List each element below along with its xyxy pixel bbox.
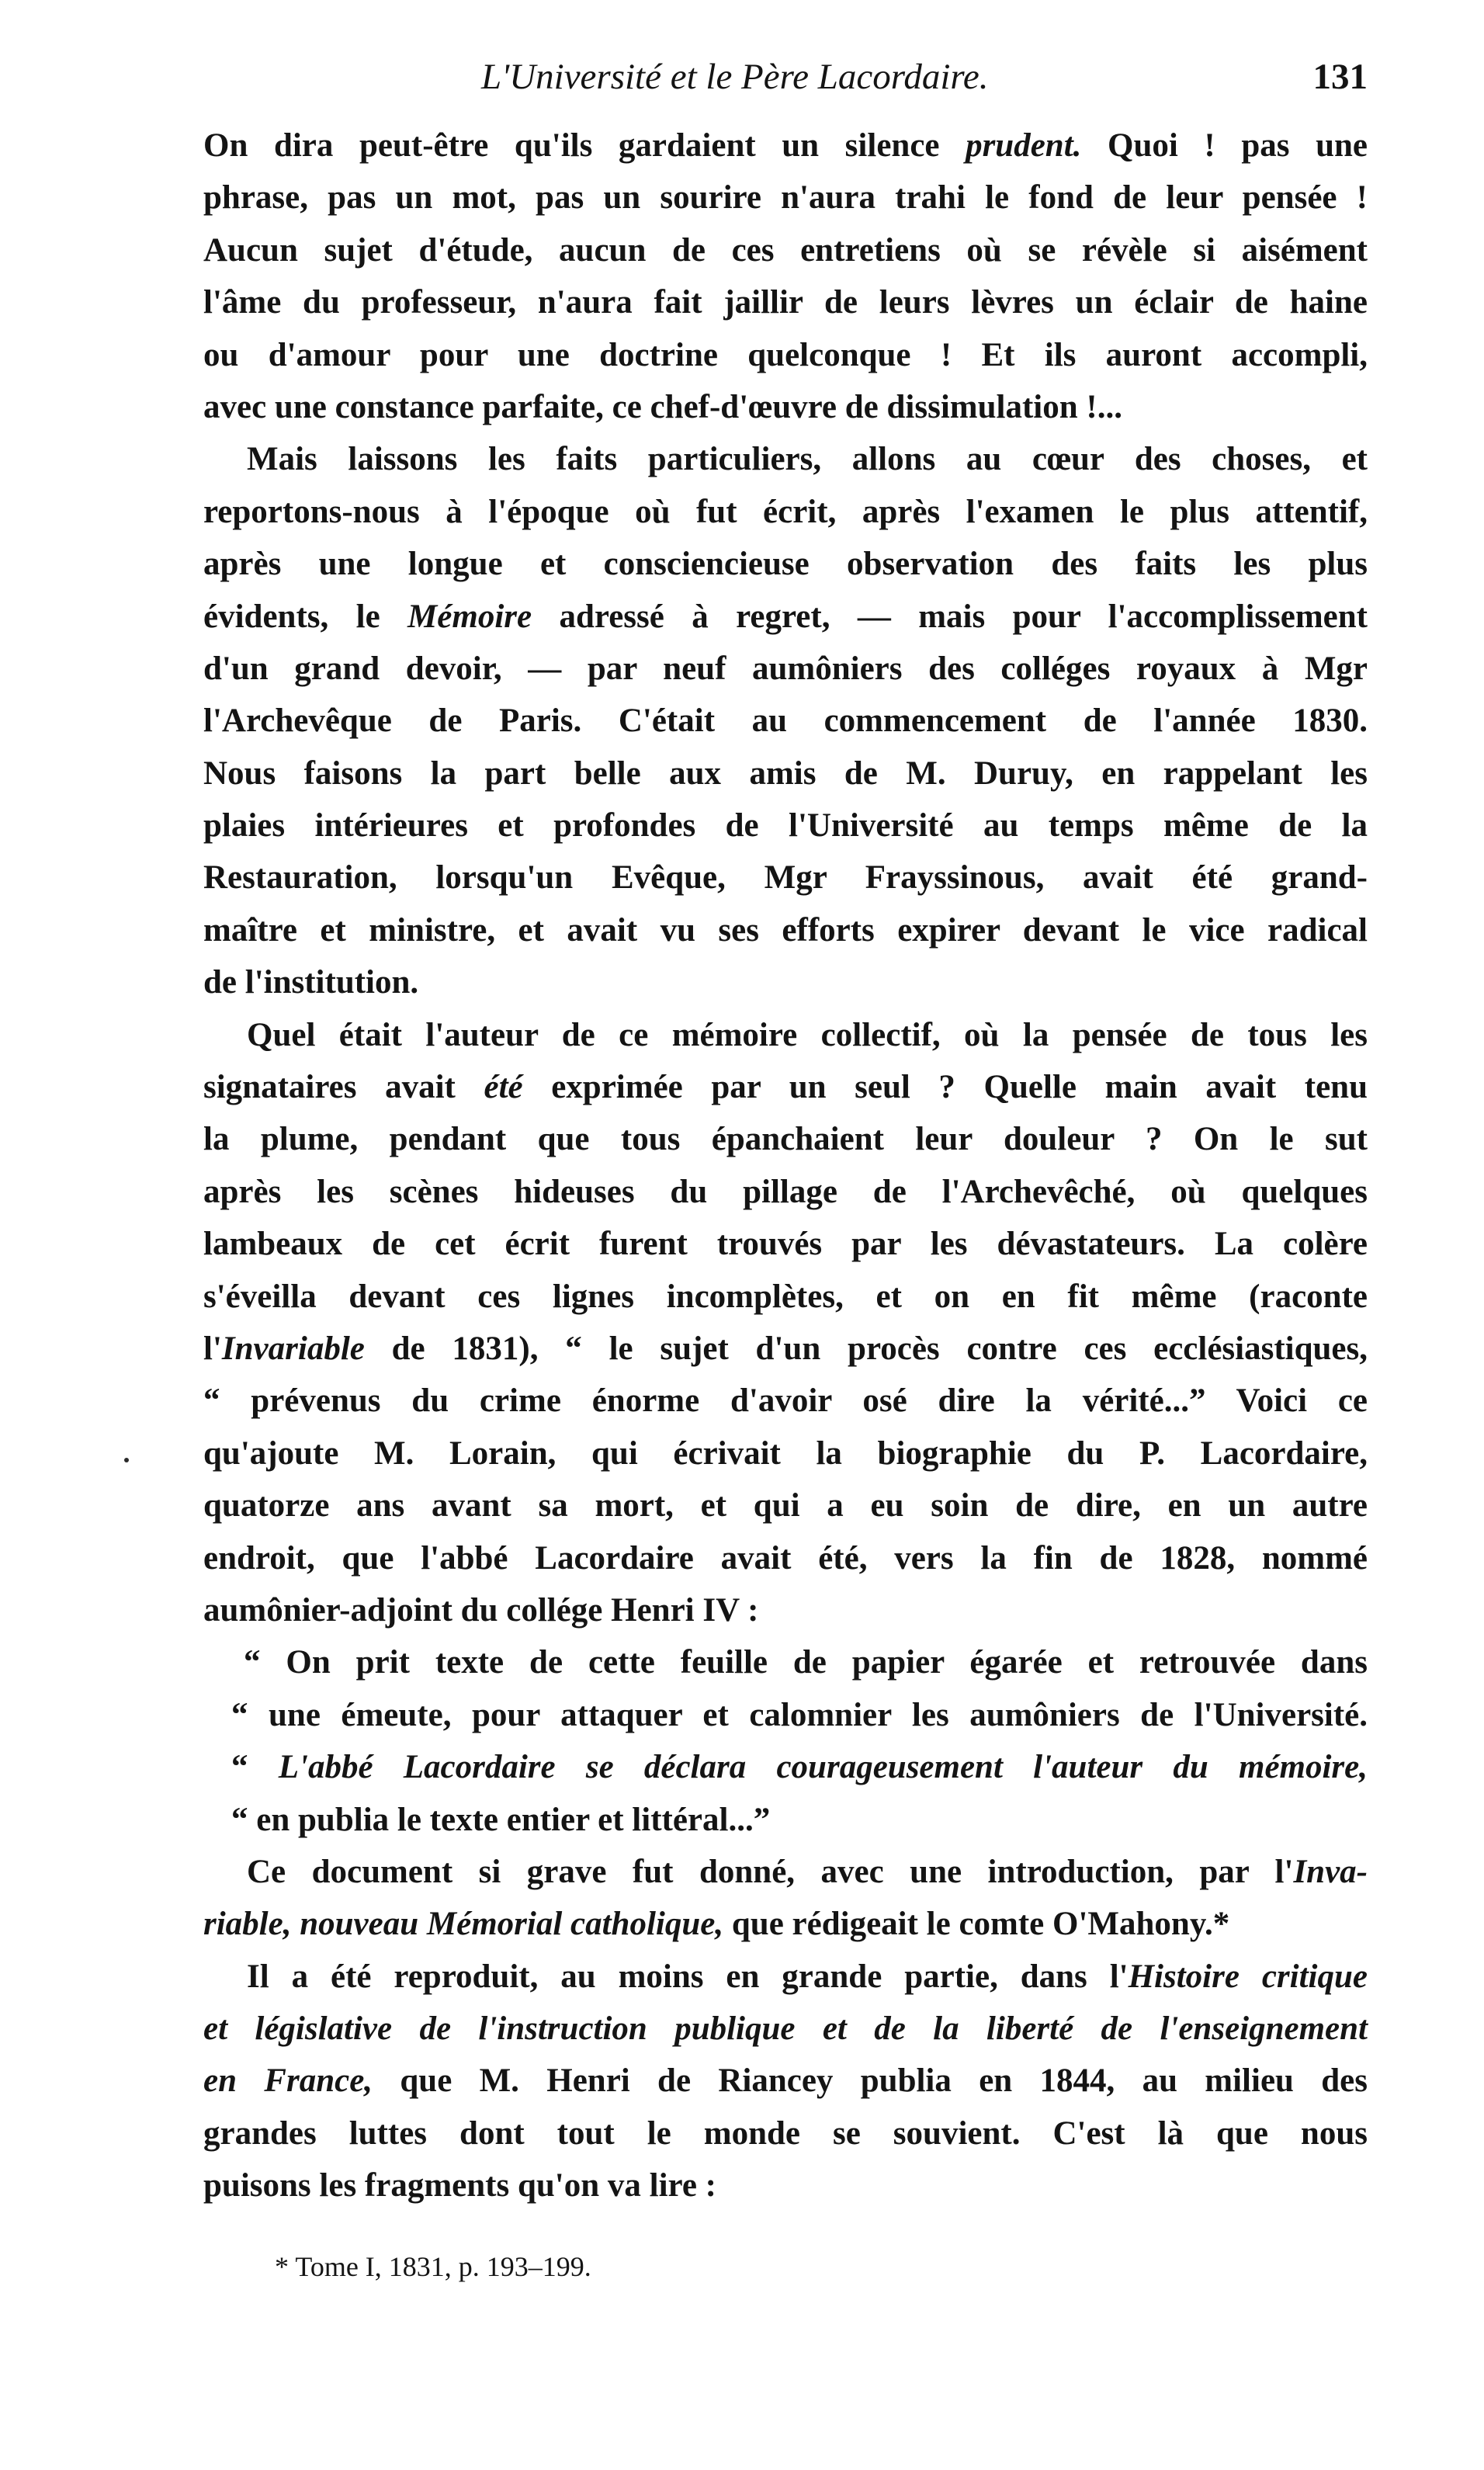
text-line bbox=[203, 1166, 1368, 1218]
text-segment: l'âme du professeur, n'aura fait jaillir de leurs lèvres un éclair de haine bbox=[203, 284, 1368, 321]
italic-segment: été bbox=[484, 1069, 523, 1106]
text-segment: adressé à regret, — mais pour l'accomplissement bbox=[532, 598, 1368, 635]
text-segment: Ce document si grave fut donné, avec une introduction, par l' bbox=[247, 1853, 1294, 1890]
footnote-block bbox=[203, 2243, 1368, 2290]
text-line bbox=[203, 1846, 1368, 1898]
text-line bbox=[203, 2003, 1368, 2055]
text-segment: s'éveilla devant ces lignes incomplètes, et on en fit même (raconte bbox=[203, 1278, 1368, 1315]
text-segment: que M. Henri de Riancey publia en 1844, au milieu des bbox=[373, 2062, 1368, 2100]
text-segment: qu'ajoute M. Lorain, qui écrivait la biographie du P. Lacordaire, bbox=[203, 1434, 1368, 1472]
text-segment: “ bbox=[231, 1749, 279, 1786]
text-line bbox=[203, 224, 1368, 276]
text-line bbox=[203, 1061, 1368, 1113]
text-segment: grandes luttes dont tout le monde se souvient. C'est là que nous bbox=[203, 2114, 1368, 2152]
book-page bbox=[203, 56, 1368, 2290]
text-segment: “ prévenus du crime énorme d'avoir osé dire la vérité...” Voici ce bbox=[203, 1382, 1368, 1420]
text-segment: “ en publia le texte entier et littéral...” bbox=[231, 1801, 771, 1838]
text-segment: Il a été reproduit, au moins en grande partie, dans l' bbox=[247, 1958, 1129, 1995]
text-line bbox=[203, 695, 1368, 747]
text-segment: puisons les fragments qu'on va lire : bbox=[203, 2167, 716, 2205]
text-segment: de 1831), “ le sujet d'un procès contre ces ecclésiastiques, bbox=[364, 1330, 1368, 1367]
text-line bbox=[203, 1375, 1368, 1427]
text-segment: exprimée par un seul ? Quelle main avait tenu bbox=[522, 1069, 1368, 1106]
italic-segment: et législative de l'instruction publique et de la liberté de l'enseignement bbox=[203, 2010, 1368, 2048]
text-segment: Quoi ! pas une bbox=[1081, 127, 1368, 164]
text-line bbox=[203, 1689, 1368, 1741]
stray-ink-mark bbox=[124, 1458, 129, 1462]
text-line bbox=[203, 2160, 1368, 2212]
italic-segment: riable, nouveau Mémorial catholique, bbox=[203, 1906, 724, 1943]
text-line bbox=[203, 956, 1368, 1008]
text-segment: l' bbox=[203, 1330, 222, 1367]
text-segment: ou d'amour pour une doctrine quelconque ! Et ils auront accompli, bbox=[203, 336, 1368, 373]
text-line bbox=[203, 120, 1368, 172]
text-line bbox=[203, 2055, 1368, 2107]
text-segment: lambeaux de cet écrit furent trouvés par les dévastateurs. La colère bbox=[203, 1226, 1368, 1263]
text-line bbox=[203, 381, 1368, 433]
text-line bbox=[203, 433, 1368, 485]
text-segment: d'un grand devoir, — par neuf aumôniers des colléges royaux à Mgr bbox=[203, 650, 1368, 687]
text-line bbox=[203, 852, 1368, 904]
running-title: L'Université et le Père Lacordaire. bbox=[481, 57, 989, 97]
text-line bbox=[203, 2107, 1368, 2160]
text-segment: signataires avait bbox=[203, 1069, 484, 1106]
text-segment: que rédigeait le comte O'Mahony.* bbox=[723, 1906, 1230, 1943]
text-line bbox=[203, 748, 1368, 800]
text-line bbox=[203, 172, 1368, 224]
running-head bbox=[203, 56, 1368, 120]
text-line bbox=[203, 1480, 1368, 1532]
text-segment: endroit, que l'abbé Lacordaire avait été, vers la fin de 1828, nommé bbox=[203, 1539, 1368, 1577]
footnote: * Tome I, 1831, p. 193–199. bbox=[275, 2250, 591, 2282]
page-number: 131 bbox=[1312, 57, 1368, 97]
text-line bbox=[203, 643, 1368, 695]
text-line bbox=[203, 1271, 1368, 1323]
text-segment: de l'institution. bbox=[203, 964, 419, 1001]
text-segment: Mais laissons les faits particuliers, allons au cœur des choses, et bbox=[247, 441, 1368, 478]
body-text bbox=[203, 120, 1368, 2212]
text-line bbox=[203, 1794, 1368, 1846]
text-line bbox=[203, 1113, 1368, 1165]
text-segment: “ une émeute, pour attaquer et calomnier les aumôniers de l'Université. bbox=[231, 1696, 1368, 1733]
text-line bbox=[203, 486, 1368, 538]
text-line bbox=[203, 904, 1368, 956]
italic-segment: Mémoire bbox=[407, 598, 532, 635]
text-segment: la plume, pendant que tous épanchaient leur douleur ? On le sut bbox=[203, 1121, 1368, 1158]
text-line bbox=[203, 1009, 1368, 1061]
text-segment: phrase, pas un mot, pas un sourire n'aura trahi le fond de leur pensée ! bbox=[203, 179, 1368, 217]
text-segment: l'Archevêque de Paris. C'était au commencement de l'année 1830. bbox=[203, 702, 1368, 740]
text-line bbox=[203, 1741, 1368, 1793]
text-line bbox=[203, 1951, 1368, 2003]
text-segment: maître et ministre, et avait vu ses efforts expirer devant le vice radical bbox=[203, 911, 1368, 949]
text-line bbox=[203, 1428, 1368, 1480]
text-line bbox=[203, 1218, 1368, 1270]
text-segment: reportons-nous à l'époque où fut écrit, après l'examen le plus attentif, bbox=[203, 493, 1368, 530]
italic-segment: en France, bbox=[203, 2062, 373, 2100]
text-line bbox=[203, 591, 1368, 643]
text-segment: On dira peut-être qu'ils gardaient un silence bbox=[203, 127, 966, 164]
text-line bbox=[203, 800, 1368, 852]
italic-segment: L'abbé Lacordaire se déclara courageusement l'auteur du mémoire, bbox=[278, 1749, 1368, 1786]
text-segment: évidents, le bbox=[203, 598, 408, 635]
text-line bbox=[203, 1636, 1368, 1688]
text-segment: plaies intérieures et profondes de l'Université au temps même de la bbox=[203, 807, 1368, 845]
text-segment: avec une constance parfaite, ce chef-d'œuvre de dissimulation !... bbox=[203, 388, 1122, 425]
text-segment: après les scènes hideuses du pillage de l'Archevêché, où quelques bbox=[203, 1173, 1368, 1210]
text-line bbox=[203, 1323, 1368, 1375]
text-line bbox=[203, 1532, 1368, 1584]
text-line bbox=[203, 276, 1368, 328]
italic-segment: Invariable bbox=[221, 1330, 365, 1367]
text-line bbox=[203, 329, 1368, 381]
text-segment: quatorze ans avant sa mort, et qui a eu soin de dire, en un autre bbox=[203, 1487, 1368, 1525]
italic-segment: Histoire critique bbox=[1128, 1958, 1368, 1995]
text-line bbox=[203, 538, 1368, 590]
text-line bbox=[203, 1898, 1368, 1950]
text-segment: “ On prit texte de cette feuille de papier égarée et retrouvée dans bbox=[244, 1644, 1368, 1681]
text-line bbox=[203, 1584, 1368, 1636]
text-segment: aumônier-adjoint du collége Henri IV : bbox=[203, 1591, 759, 1629]
text-segment: Nous faisons la part belle aux amis de M. Duruy, en rappelant les bbox=[203, 755, 1368, 792]
italic-segment: Inva- bbox=[1293, 1853, 1368, 1890]
text-segment: Aucun sujet d'étude, aucun de ces entretiens où se révèle si aisément bbox=[203, 231, 1368, 269]
text-segment: après une longue et consciencieuse observation des faits les plus bbox=[203, 546, 1368, 583]
text-segment: Restauration, lorsqu'un Evêque, Mgr Frayssinous, avait été grand- bbox=[203, 859, 1368, 897]
text-segment: Quel était l'auteur de ce mémoire collectif, où la pensée de tous les bbox=[247, 1016, 1368, 1053]
italic-segment: prudent. bbox=[966, 127, 1082, 164]
